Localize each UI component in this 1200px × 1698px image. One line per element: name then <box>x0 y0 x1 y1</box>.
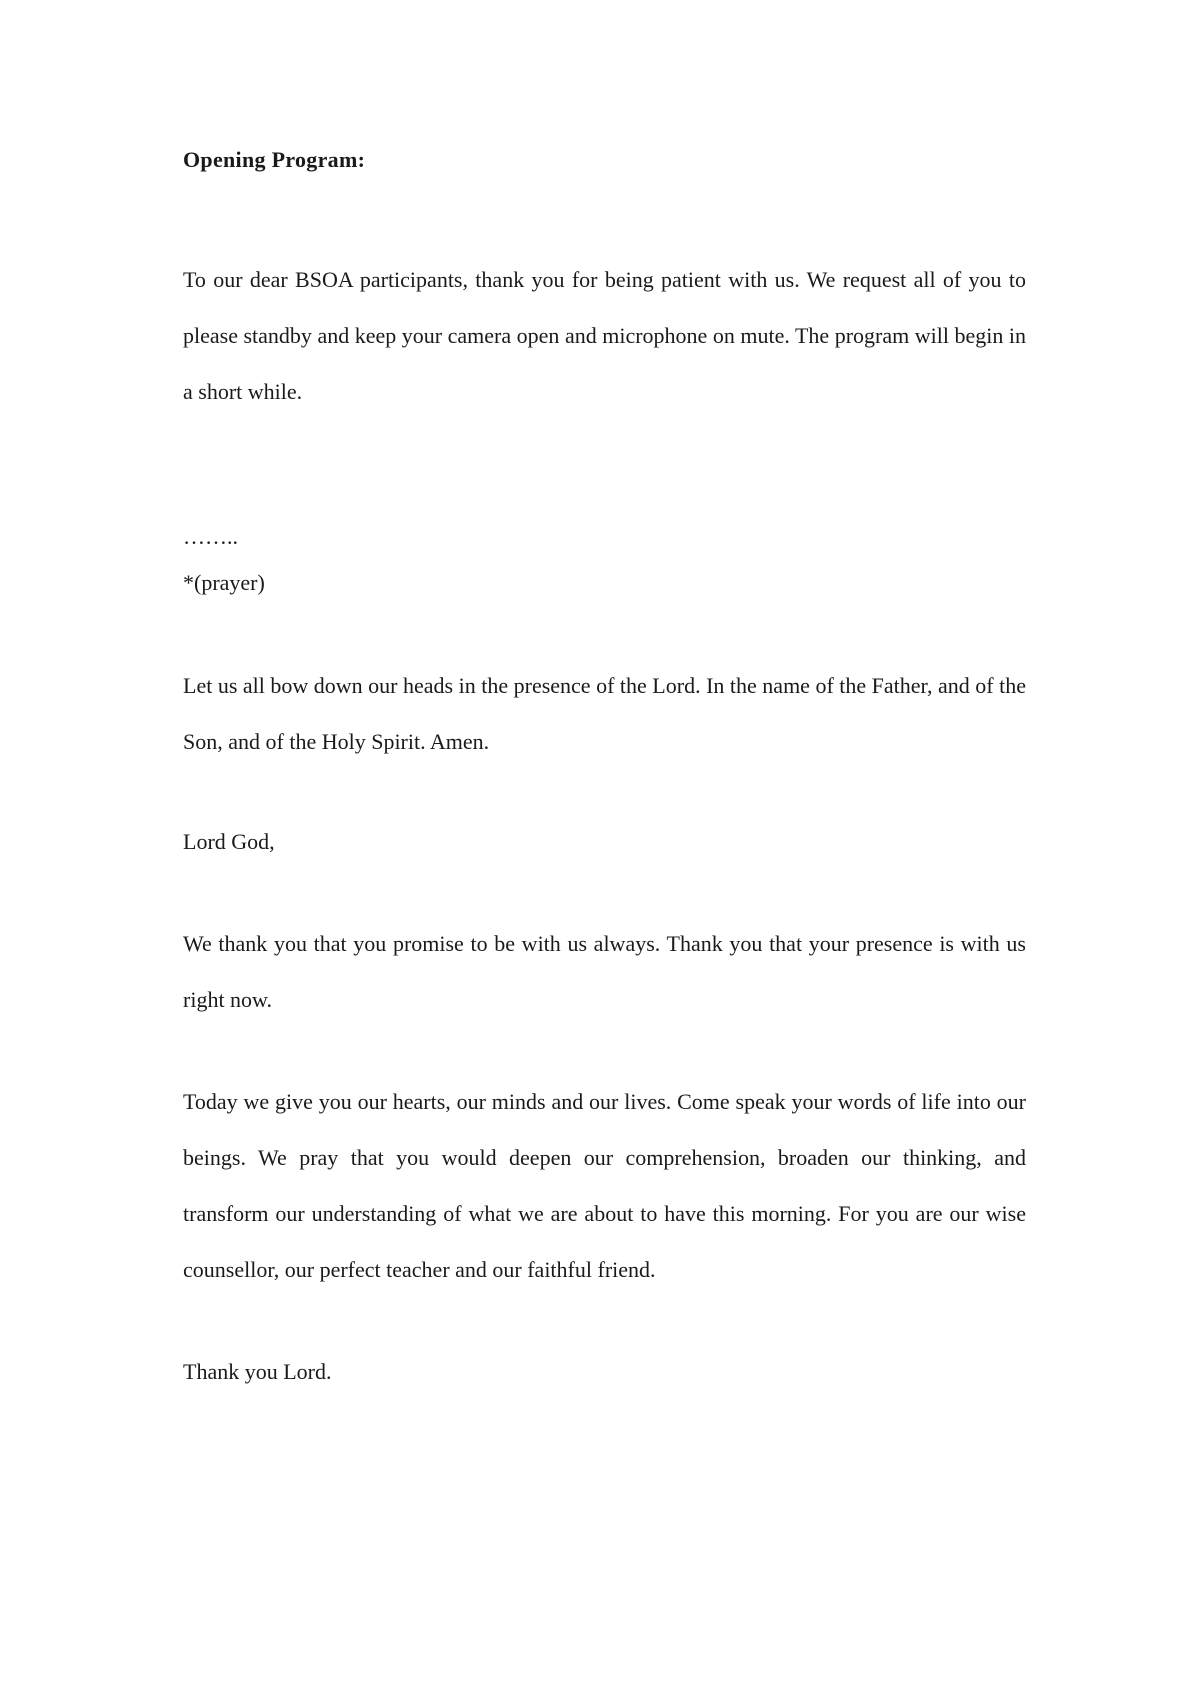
invitation-paragraph: Let us all bow down our heads in the presence of the Lord. In the name of the Father, and of the Son, and of the Holy Spirit. Amen. <box>183 673 1026 754</box>
closing-line: Thank you Lord. <box>183 1359 332 1384</box>
prayer-note: *(prayer) <box>183 570 265 595</box>
petition-paragraph: Today we give you our hearts, our minds and our lives. Come speak your words of life into our beings. We pray that you would deepen our comprehension, broaden our thinking, and transform our understanding of what we are about to have this morning. For you are our wise counsellor, our perfect teacher and our faithful friend. <box>183 1089 1026 1282</box>
ellipsis-line: …….. <box>183 524 238 549</box>
page-heading: Opening Program: <box>183 147 366 172</box>
intro-paragraph: To our dear BSOA participants, thank you for being patient with us. We request all of you to please standby and keep your camera open and microphone on mute. The program will begin in a short while. <box>183 267 1026 404</box>
thanks-paragraph: We thank you that you promise to be with us always. Thank you that your presence is with us right now. <box>183 931 1026 1012</box>
address-line: Lord God, <box>183 829 275 854</box>
document-body <box>183 146 1026 1400</box>
